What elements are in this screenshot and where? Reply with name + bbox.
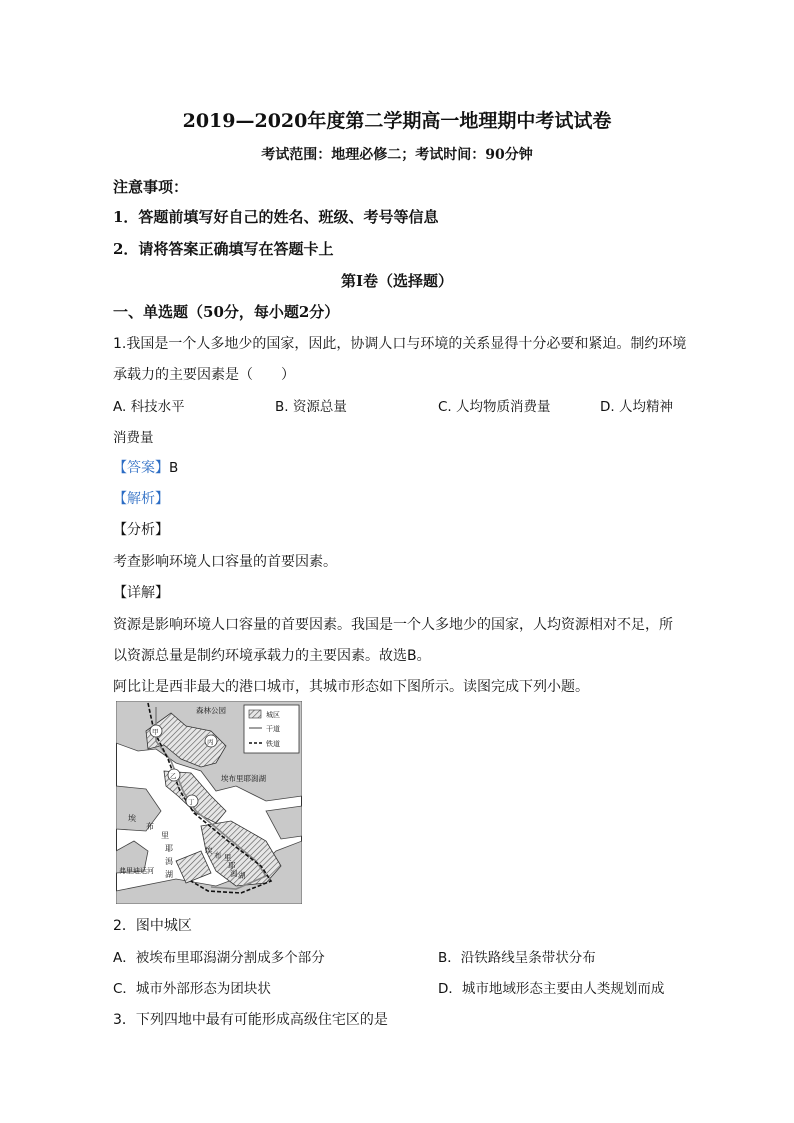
point-jia-label: 甲 bbox=[152, 728, 159, 736]
q1-option-a: A. 科技水平 bbox=[113, 399, 185, 415]
q2-option-c: C．城市外部形态为团块状 bbox=[113, 981, 271, 997]
lagoon-bottom-char-3: 里 bbox=[224, 853, 232, 862]
notice-heading: 注意事项： bbox=[113, 178, 189, 196]
exam-title: 2019—2020年度第二学期高一地理期中考试试卷 bbox=[182, 110, 612, 132]
lagoon-bottom-char-5: 潟 bbox=[230, 869, 238, 878]
lagoon-bottom-char-6: 湖 bbox=[238, 871, 246, 880]
lagoon-bottom-char-4: 耶 bbox=[228, 861, 236, 870]
lagoon-left-char-2: 布 bbox=[146, 822, 154, 831]
label-forest-park: 森林公园 bbox=[196, 706, 226, 715]
q1-option-c: C. 人均物质消费量 bbox=[438, 399, 551, 415]
lagoon-left-char-4: 耶 bbox=[165, 844, 173, 853]
notice-item-2: 2．请将答案正确填写在答题卡上 bbox=[113, 240, 334, 258]
lagoon-left-char-1: 埃 bbox=[128, 814, 136, 823]
answer-tag: 【答案】 bbox=[113, 460, 169, 476]
q1-stem-line1: 1.我国是一个人多地少的国家，因此，协调人口与环境的关系显得十分必要和紧迫。制约环境 bbox=[113, 336, 687, 352]
section-heading: 一、单选题（50分，每小题2分） bbox=[113, 303, 340, 321]
analysis-tag: 【解析】 bbox=[113, 491, 169, 507]
q2-option-b: B．沿铁路线呈条带状分布 bbox=[438, 950, 596, 966]
legend-urban-swatch bbox=[249, 710, 261, 718]
exam-subtitle: 考试范围：地理必修二；考试时间：90分钟 bbox=[261, 147, 533, 163]
label-canal: 弗里迪运河 bbox=[119, 867, 154, 875]
lagoon-left-char-6: 湖 bbox=[165, 870, 173, 879]
lagoon-bottom-char-1: 埃 bbox=[205, 846, 213, 855]
lagoon-left-char-3: 里 bbox=[161, 831, 169, 840]
fenxi-text: 考查影响环境人口容量的首要因素。 bbox=[113, 554, 337, 570]
volume-heading: 第I卷（选择题） bbox=[340, 272, 454, 290]
notice-item-1: 1．答题前填写好自己的姓名、班级、考号等信息 bbox=[113, 208, 439, 226]
q3-stem: 3．下列四地中最有可能形成高级住宅区的是 bbox=[113, 1012, 388, 1028]
q1-stem-line2: 承载力的主要因素是（ ） bbox=[113, 367, 295, 383]
q2-option-a: A．被埃布里耶潟湖分割成多个部分 bbox=[113, 950, 325, 966]
label-lagoon-right: 埃布里耶潟湖 bbox=[221, 774, 266, 783]
point-bing-label: 丙 bbox=[207, 738, 214, 746]
lagoon-bottom-char-2: 布 bbox=[214, 851, 222, 860]
point-ding-label: 丁 bbox=[188, 798, 195, 806]
legend-label-rail: 铁道 bbox=[266, 740, 280, 748]
detail-line1: 资源是影响环境人口容量的首要因素。我国是一个人多地少的国家，人均资源相对不足，所 bbox=[113, 617, 673, 633]
legend-label-road: 干道 bbox=[266, 725, 280, 733]
detail-heading: 【详解】 bbox=[113, 585, 169, 601]
legend-label-urban: 城区 bbox=[266, 711, 280, 719]
q2-option-d: D．城市地域形态主要由人类规划而成 bbox=[438, 981, 665, 997]
q1-answer-line bbox=[113, 457, 178, 477]
fenxi-heading: 【分析】 bbox=[113, 522, 169, 538]
q1-option-d-continued: 消费量 bbox=[113, 430, 154, 446]
passage-text: 阿比让是西非最大的港口城市，其城市形态如下图所示。读图完成下列小题。 bbox=[113, 679, 589, 695]
q1-option-b: B. 资源总量 bbox=[275, 399, 347, 415]
q1-option-d: D. 人均精神 bbox=[600, 399, 673, 415]
city-map-figure bbox=[116, 701, 302, 904]
answer-value: B bbox=[169, 460, 179, 476]
lagoon-left-char-5: 潟 bbox=[165, 857, 173, 866]
point-yi-label: 乙 bbox=[170, 772, 177, 780]
q2-stem: 2．图中城区 bbox=[113, 918, 192, 934]
detail-line2: 以资源总量是制约环境承载力的主要因素。故选B。 bbox=[113, 648, 431, 664]
